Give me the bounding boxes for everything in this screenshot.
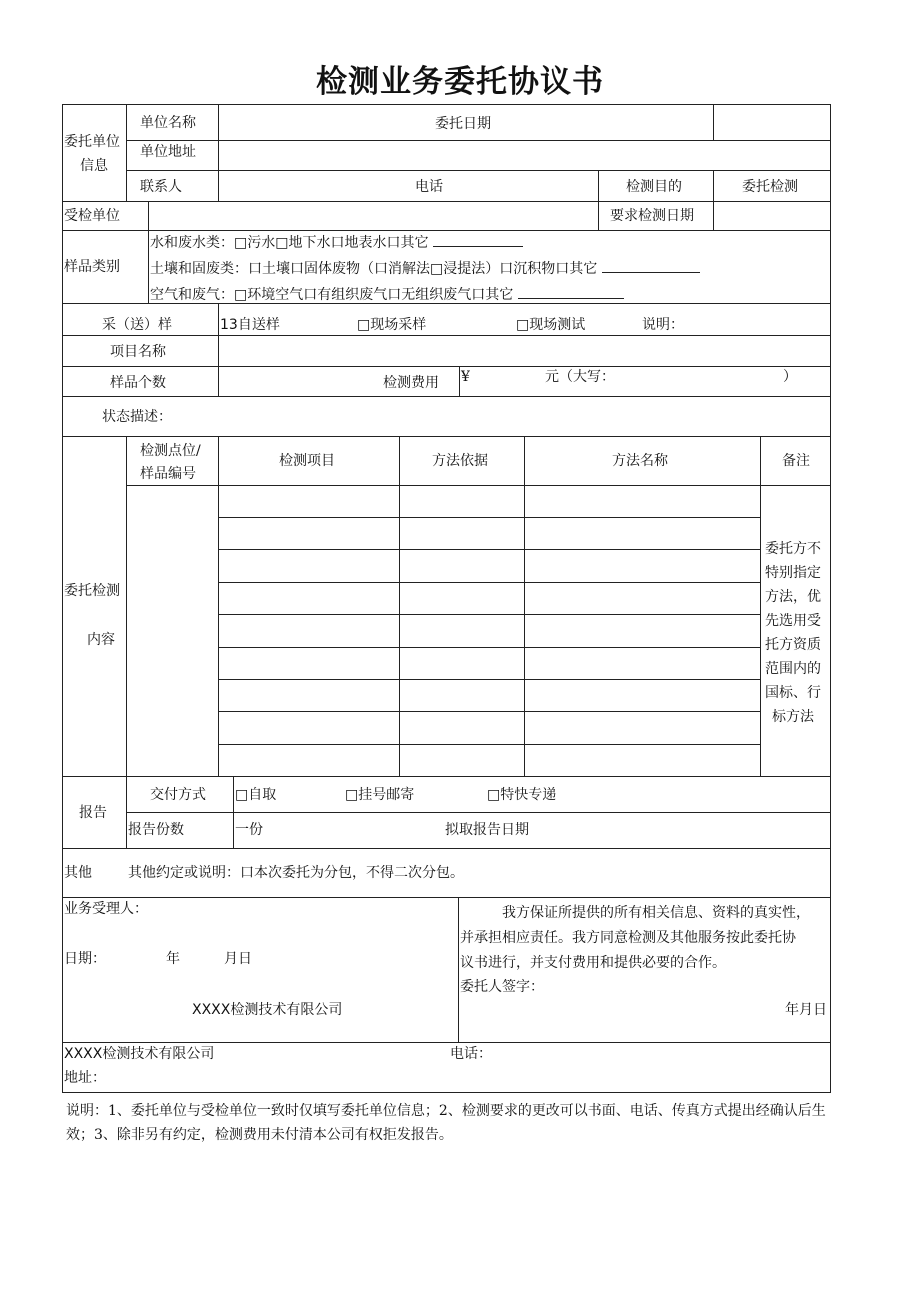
contact-label: 联系人 — [140, 179, 182, 195]
remark-line: 委托方不 — [765, 541, 821, 557]
entrust-date-label: 委托日期 — [435, 116, 491, 132]
statement-line: 议书进行，并支付费用和提供必要的合作。 — [460, 955, 726, 971]
other-label: 其他 — [64, 865, 92, 881]
planned-date-label: 拟取报告日期 — [445, 822, 529, 838]
remark-line: 国标、行 — [765, 685, 821, 701]
page-title: 检测业务委托协议书 — [316, 64, 604, 100]
other-text: 其他约定或说明：口本次委托为分包，不得二次分包。 — [128, 865, 464, 881]
header-point-2: 样品编号 — [140, 466, 196, 482]
remark-line: 方法，优 — [765, 589, 821, 605]
year-label: 年 — [166, 951, 180, 967]
ymd-label: 年月日 — [785, 1002, 827, 1018]
project-name-label: 项目名称 — [110, 344, 166, 360]
purpose-value: 委托检测 — [742, 179, 798, 195]
client-info-label-2: 信息 — [80, 158, 108, 174]
header-item: 检测项目 — [279, 453, 335, 469]
status-label: 状态描述： — [102, 409, 172, 425]
unit-name-label: 单位名称 — [140, 115, 196, 131]
header-method-name: 方法名称 — [612, 453, 668, 469]
content-label-1: 委托检测 — [64, 583, 120, 599]
client-info-label-1: 委托单位 — [64, 134, 120, 150]
sampling-label: 采（送）样 — [102, 317, 172, 333]
date-label: 日期： — [64, 951, 106, 967]
header-point-1: 检测点位/ — [140, 443, 201, 459]
footer-company: XXXX检测技术有限公司 — [64, 1046, 215, 1062]
onsite-test-option[interactable]: □现场测试 — [516, 317, 586, 333]
delivery-label: 交付方式 — [150, 787, 206, 803]
phone-label: 电话 — [415, 179, 443, 195]
handler-label: 业务受理人： — [64, 901, 148, 917]
sample-type-soil: 土壤和固废类：口土壤口固体废物（口消解法□浸提法）口沉积物口其它 — [150, 260, 700, 277]
yen-symbol: ¥ — [461, 369, 470, 385]
company-name: XXXX检测技术有限公司 — [192, 1002, 343, 1018]
remark-line: 托方资质 — [765, 637, 821, 653]
self-send-option[interactable]: 13自送样 — [220, 317, 280, 333]
notes-text: 说明：1、委托单位与受检单位一致时仅填写委托单位信息；2、检测要求的更改可以书面、电话、传真方式提出经确认后生效；3、除非另有约定，检测费用未付清本公司有权拒发报告。 — [66, 1103, 826, 1143]
month-day-label: 月日 — [224, 951, 252, 967]
sample-type-water: 水和废水类：□污水□地下水口地表水口其它 — [150, 234, 523, 251]
copies-label: 报告份数 — [128, 822, 184, 838]
mail-option[interactable]: □挂号邮寄 — [345, 787, 415, 803]
express-option[interactable]: □特快专递 — [487, 787, 557, 803]
header-remark: 备注 — [782, 453, 810, 469]
footer-address: 地址： — [64, 1070, 106, 1086]
remark-line: 范围内的 — [765, 661, 821, 677]
purpose-label: 检测目的 — [626, 179, 682, 195]
one-copy-value: 一份 — [235, 822, 263, 838]
onsite-sample-option[interactable]: □现场采样 — [357, 317, 427, 333]
inspected-unit-label: 受检单位 — [64, 208, 120, 224]
remark-line: 特别指定 — [765, 565, 821, 581]
sample-count-label: 样品个数 — [110, 375, 166, 391]
sample-type-air: 空气和废气：□环境空气口有组织废气口无组织废气口其它 — [150, 286, 624, 303]
footer-phone: 电话： — [450, 1046, 492, 1062]
sampling-note: 说明： — [642, 317, 684, 333]
unit-address-label: 单位地址 — [140, 144, 196, 160]
content-label-2: 内容 — [87, 632, 115, 648]
yuan-close: ） — [783, 369, 797, 385]
statement-line: 并承担相应责任。我方同意检测及其他服务按此委托协 — [460, 930, 796, 946]
report-label: 报告 — [79, 805, 107, 821]
statement-line: 我方保证所提供的所有相关信息、资料的真实性， — [502, 905, 810, 921]
yuan-label: 元（大写： — [545, 369, 615, 385]
remark-line: 标方法 — [772, 709, 814, 725]
client-sign-label: 委托人签字： — [460, 979, 544, 995]
pickup-option[interactable]: □自取 — [235, 787, 277, 803]
fee-label: 检测费用 — [383, 375, 439, 391]
required-date-label: 要求检测日期 — [610, 208, 694, 224]
header-basis: 方法依据 — [432, 453, 488, 469]
remark-line: 先选用受 — [765, 613, 821, 629]
sample-type-label: 样品类别 — [64, 259, 120, 275]
